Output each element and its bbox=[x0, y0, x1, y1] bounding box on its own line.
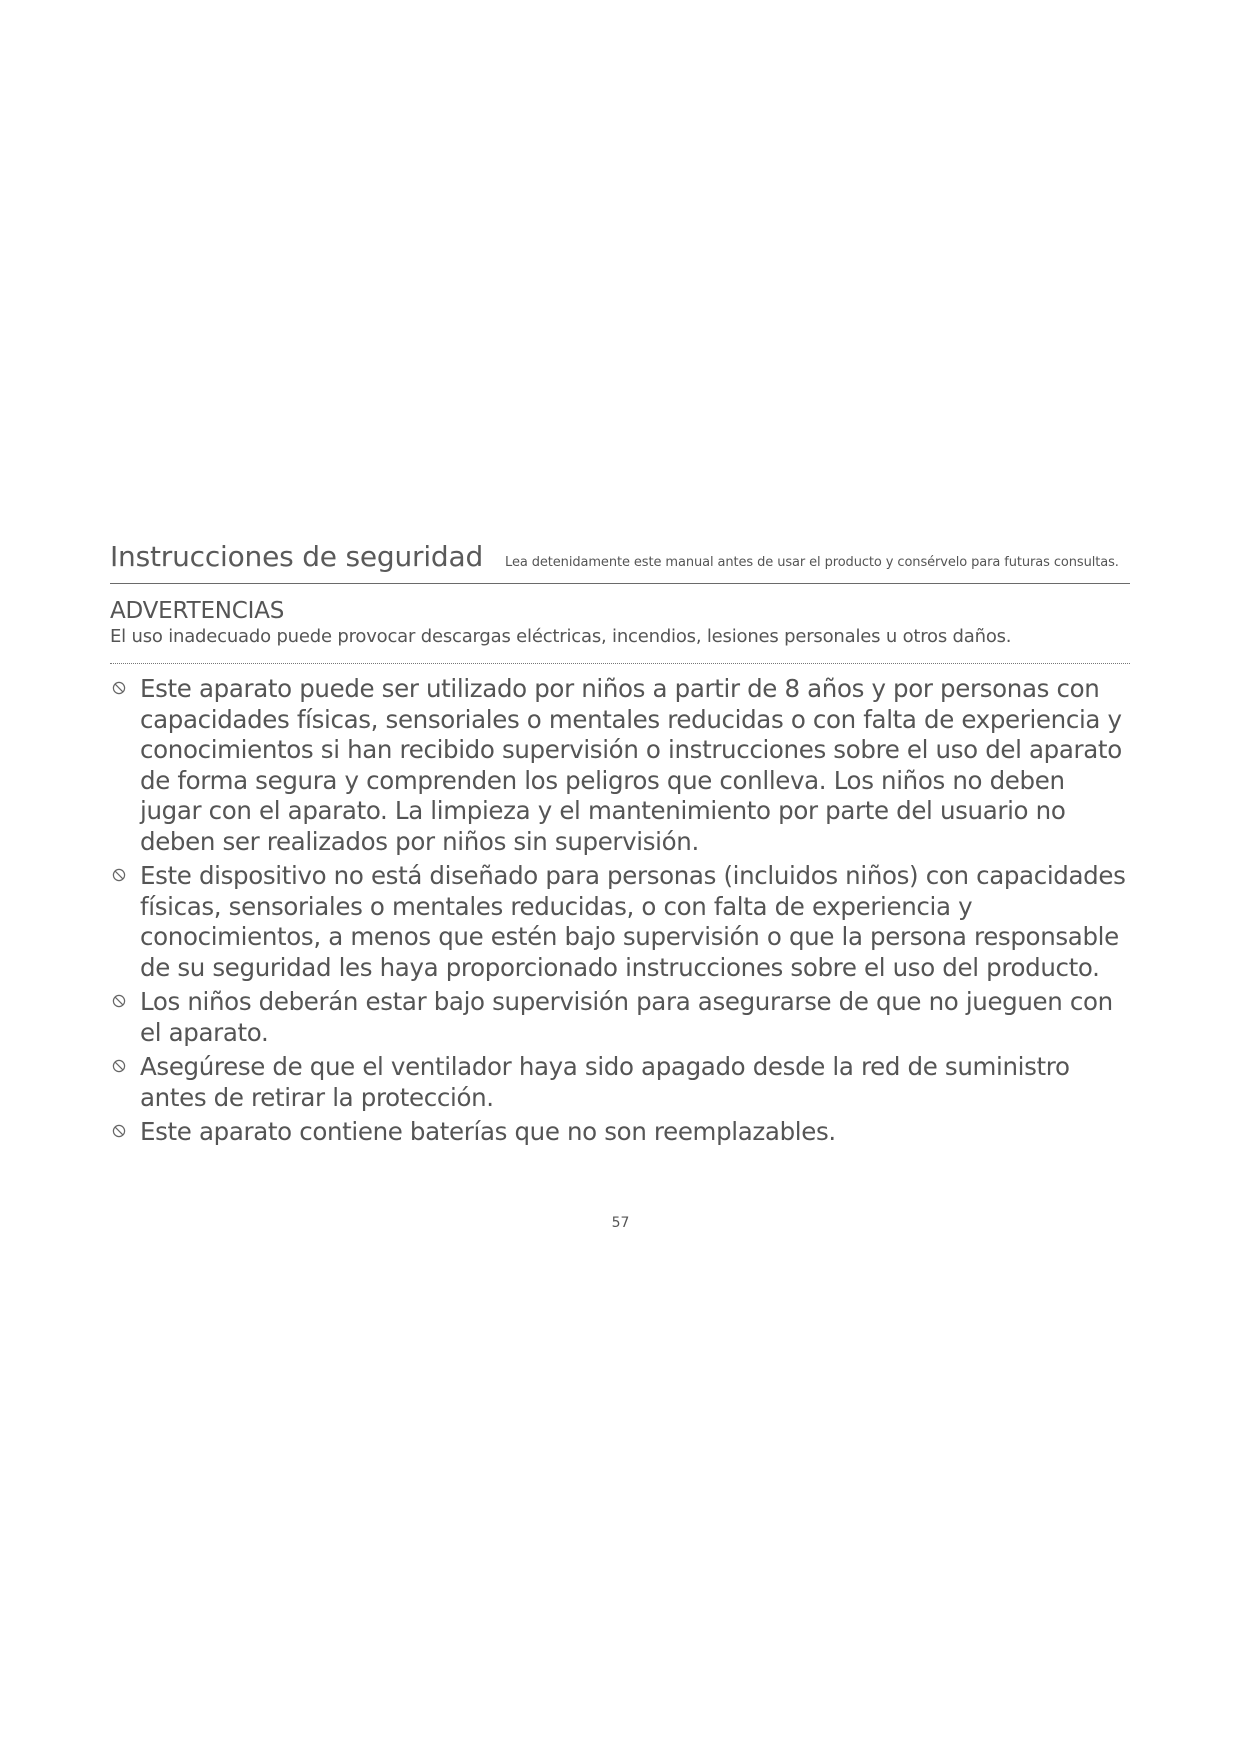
page-number: 57 bbox=[611, 1215, 630, 1231]
header bbox=[110, 540, 1130, 573]
prohibited-icon bbox=[112, 681, 126, 695]
warning-item bbox=[110, 1117, 1130, 1148]
warning-text: Este aparato puede ser utilizado por niños a partir de 8 años y por personas con capacidades físicas, sensoriales o mentales reducidas o con falta de experiencia y conocimientos si han recibido supervisión o instrucciones sobre el uso del aparato de forma segura y comprenden los peligros que conlleva. Los niños no deben jugar con el aparato. La limpieza y el mantenimiento por parte del usuario no deben ser realizados por niños sin supervisión. bbox=[140, 674, 1122, 856]
warning-text: Este aparato contiene baterías que no son reemplazables. bbox=[140, 1117, 836, 1146]
warning-item bbox=[110, 861, 1130, 983]
warning-text: Los niños deberán estar bajo supervisión para asegurarse de que no jueguen con el aparato. bbox=[140, 987, 1113, 1047]
section-title: ADVERTENCIAS bbox=[110, 598, 285, 624]
prohibited-icon bbox=[112, 868, 126, 882]
page-content bbox=[110, 540, 1130, 1151]
prohibited-icon bbox=[112, 1059, 126, 1073]
warning-item bbox=[110, 1052, 1130, 1113]
warning-item bbox=[110, 987, 1130, 1048]
prohibited-icon bbox=[112, 994, 126, 1008]
section-description: El uso inadecuado puede provocar descargas eléctricas, incendios, lesiones personales u otros daños. bbox=[110, 626, 1012, 647]
warning-item bbox=[110, 674, 1130, 857]
dotted-divider bbox=[110, 663, 1130, 664]
page-title: Instrucciones de seguridad bbox=[110, 540, 484, 573]
page-subtitle: Lea detenidamente este manual antes de usar el producto y consérvelo para futuras consultas. bbox=[505, 555, 1119, 570]
warning-text: Este dispositivo no está diseñado para personas (incluidos niños) con capacidades físicas, sensoriales o mentales reducidas, o con falta de experiencia y conocimientos, a menos que estén bajo supervisión o que la persona responsable de su seguridad les haya proporcionado instrucciones sobre el uso del producto. bbox=[140, 861, 1126, 982]
prohibited-icon bbox=[112, 1124, 126, 1138]
warning-text: Asegúrese de que el ventilador haya sido apagado desde la red de suministro antes de retirar la protección. bbox=[140, 1052, 1070, 1112]
warning-list bbox=[110, 674, 1130, 1148]
header-divider bbox=[110, 583, 1130, 584]
